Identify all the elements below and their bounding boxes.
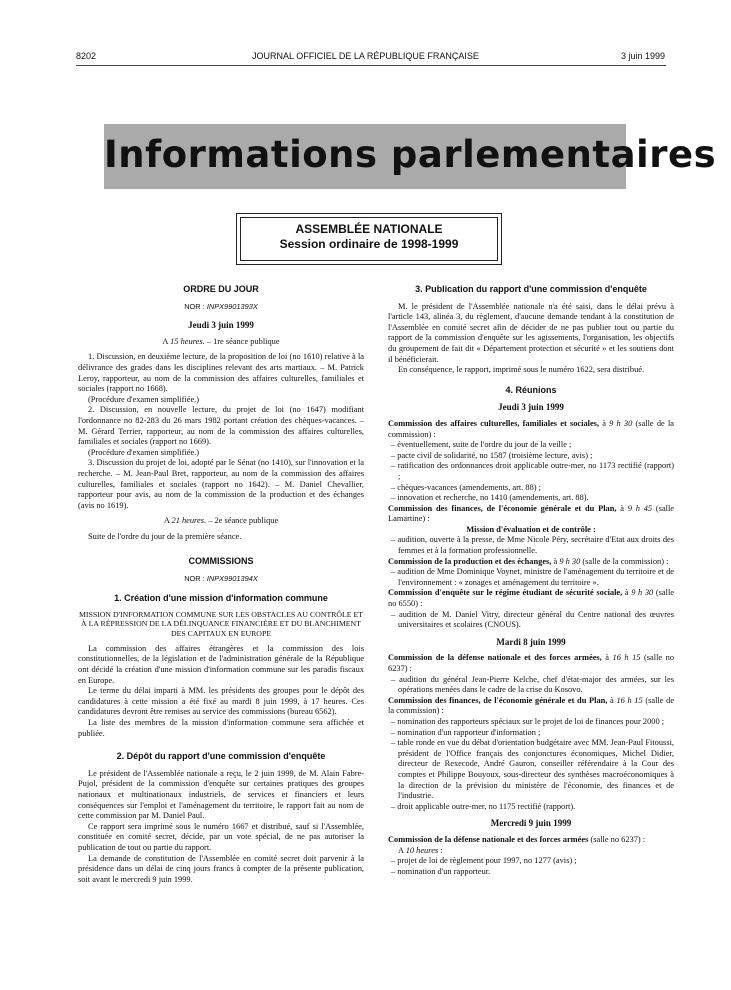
agenda-item-1: 1. Discussion, en deuxième lecture, de la proposition de loi (no 1610) relative à la délivrance des grades dans les disciplines relevant des arts martiaux. – M. Patrick Leroy, rapporteur, au nom de la commission des affaires culturelles, familiales et sociales (rapport no 1668). xyxy=(78,352,364,394)
section-4-title: 4. Réunions xyxy=(505,384,557,395)
banner-title: Informations parlementaires xyxy=(104,133,717,176)
meeting-1: Commission des affaires culturelles, familiales et sociales, à 9 h 30 (salle de la commission) : xyxy=(388,418,675,439)
section-1-paragraph-1: La commission des affaires étrangères et la commission des lois constitutionnelles, de la législation et de l'administration générale de la République ont décidé la création d'une mission d'information commune sur les paradis fiscaux en Europe. xyxy=(78,643,364,685)
section-banner xyxy=(104,124,717,189)
meeting-6: Commission des finances, de l'économie générale et du Plan, à 16 h 15 (salle de la commission) : xyxy=(388,695,675,716)
agenda-list-item: – audition de Mme Dominique Voynet, ministre de l'aménagement du territoire et de l'environnement : « zonages et aménagement du territoire ». xyxy=(391,567,674,587)
chamber-name: ASSEMBLÉE NATIONALE xyxy=(295,222,443,236)
meeting-6-items xyxy=(388,717,674,812)
section-1-paragraph-2: Le terme du délai imparti à MM. les présidents des groupes pour le dépôt des candidatures à cette mission a été fixé au mardi 8 juin 1999, à 17 heures. Ces candidatures devront être remises au service des commissions (bureau 6562). xyxy=(78,686,364,717)
page-number: 8202 xyxy=(76,51,97,61)
meeting-date-2: Mardi 8 juin 1999 xyxy=(496,636,566,647)
header-rule xyxy=(76,65,666,66)
commissions-title: COMMISSIONS xyxy=(188,556,254,567)
agenda-item-3: 3. Discussion du projet de loi, adopté par le Sénat (no 1410), sur l'innovation et la recherche. – M. Jean-Paul Bret, rapporteur, au nom de la commission des affaires culturelles, familiales et sociales (rapport no 1642). – M. Daniel Chevallier, rapporteur pour avis, au nom de la commission de la production et des échanges (avis no 1619). xyxy=(78,458,364,510)
agenda-item-1-procedure: (Procédure d'examen simplifiée.) xyxy=(88,394,200,404)
agenda-list-item: – innovation et recherche, no 1410 (amendements, art. 88). xyxy=(391,493,589,503)
meeting-date-3: Mercredi 9 juin 1999 xyxy=(490,818,572,829)
section-2-paragraph-3: La demande de constitution de l'Assemblée en comité secret doit parvenir à la présidence dans un délai de cinq jours francs à compter de la présente publication, soit avant le mercredi 9 juin 1999. xyxy=(78,853,364,884)
section-2-paragraph-1: Le président de l'Assemblée nationale a reçu, le 2 juin 1999, de M. Alain Fabre-Pujol, président de la commission d'enquête sur certaines pratiques des groupes nationaux et multinationaux industriels, de services et financiers et leurs conséquences sur l'emploi et l'aménagement du territoire, le rapport fait au nom de cette commission par M. Daniel Paul. xyxy=(78,768,364,821)
seance-2-suite: Suite de l'ordre du jour de la première séance. xyxy=(88,531,242,541)
agenda-list-item: – pacte civil de solidarité, no 1587 (troisième lecture, avis) ; xyxy=(391,450,593,460)
agenda-list-item: – éventuellement, suite de l'ordre du jour de la veille ; xyxy=(391,440,572,450)
meeting-2-items xyxy=(388,535,674,556)
agenda-list-item: – projet de loi de règlement pour 1997, no 1277 (avis) ; xyxy=(391,856,577,866)
agenda-list-item: – droit applicable outre-mer, no 1175 rectifié (rapport). xyxy=(391,801,576,811)
section-3-paragraph-2: En conséquence, le rapport, imprimé sous le numéro 1622, sera distribué. xyxy=(398,365,645,375)
agenda-list-item: – nomination d'un rapporteur. xyxy=(391,866,491,876)
meeting-date-1: Jeudi 3 juin 1999 xyxy=(498,402,564,413)
nor-reference-2: NOR : INPX9901394X xyxy=(184,574,258,584)
agenda-list-item: – ratification des ordonnances droit applicable outre-mer, no 1173 rectifié (rapport) ; xyxy=(391,461,674,481)
section-3-title: 3. Publication du rapport d'une commission d'enquête xyxy=(415,284,647,294)
agenda-list-item: – nomination des rapporteurs spéciaux sur le projet de loi de finances pour 2000 ; xyxy=(391,716,665,726)
mission-caption: MISSION D'INFORMATION COMMUNE SUR LES OBSTACLES AU CONTRÔLE ET À LA RÉPRESSION DE LA DÉLINQUANCE FINANCIÈRE ET DU BLANCHIMENT DES CAPITAUX EN EUROPE xyxy=(78,610,364,638)
meeting-5: Commission de la défense nationale et des forces armées, à 16 h 15 (salle no 6237) : xyxy=(388,653,675,673)
running-header xyxy=(0,51,731,65)
agenda-list-item: – audition, ouverte à la presse, de Mme Nicole Péry, secrétaire d'Etat aux droits des femmes et à la formation professionnelle. xyxy=(391,535,674,556)
section-1-title: 1. Création d'une mission d'information commune xyxy=(114,592,328,603)
section-3-paragraph-1: M. le président de l'Assemblée nationale n'a été saisi, dans le délai prévu à l'article 143, alinéa 3, du règlement, d'aucune demande tendant à la constitution de l'Assemblée en comité secret afin de décider de ne pas publier tout ou partie du rapport de la commission d'enquête sur les agissements, l'organisation, les objectifs du groupement de fait dit « Département protection et sécurité » et les soutiens dont il bénéficierait. xyxy=(388,301,674,364)
right-column xyxy=(388,284,674,877)
meeting-4: Commission d'enquête sur le régime étudiant de sécurité sociale, à 9 h 30 (salle no 6550) : xyxy=(388,588,675,609)
meeting-7-items xyxy=(388,856,674,877)
meeting-1-items xyxy=(388,440,674,504)
meeting-7: Commission de la défense nationale et des forces armées (salle no 6237) : xyxy=(388,834,646,844)
meeting-5-items xyxy=(388,675,674,696)
chamber-box-inner xyxy=(240,217,498,261)
agenda-list-item: – chèques-vacances (amendements, art. 88) ; xyxy=(391,482,541,492)
meeting-2: Commission des finances, de l'économie générale et du Plan, à 9 h 45 (salle Lamartine) : xyxy=(388,503,675,524)
agenda-date: Jeudi 3 juin 1999 xyxy=(188,320,254,331)
section-2-paragraph-2: Ce rapport sera imprimé sous le numéro 1667 et distribué, sauf si l'Assemblée, constituée en comité secret, décide, par un vote spécial, de ne pas autoriser la publication de tout ou partie du rapport. xyxy=(78,821,364,852)
meeting-4-items xyxy=(388,610,674,631)
meeting-3-items xyxy=(388,567,674,588)
agenda-list-item: – audition du général Jean-Pierre Kelche, chef d'état-major des armées, sur les opérations menées dans le cadre de la crise du Kosovo. xyxy=(391,674,674,695)
agenda-item-2: 2. Discussion, en nouvelle lecture, du projet de loi (no 1647) modifiant l'ordonnance no 82-283 du 26 mars 1982 portant création des chèques-vacances. – M. Gérard Terrier, rapporteur, au nom de la commission des affaires culturelles, familiales et sociales (rapport no 1669). xyxy=(78,405,364,447)
ordre-du-jour-title: ORDRE DU JOUR xyxy=(183,284,259,294)
seance-2-heading: A 21 heures. – 2e séance publique xyxy=(163,516,279,526)
meeting-3: Commission de la production et des échanges, à 9 h 30 (salle de la commission) : xyxy=(388,556,669,566)
seance-1-heading: A 15 heures. – 1re séance publique xyxy=(162,336,280,346)
agenda-item-2-procedure: (Procédure d'examen simplifiée.) xyxy=(88,447,200,457)
meeting-2-mission: Mission d'évaluation et de contrôle : xyxy=(466,524,596,534)
section-1-paragraph-3: La liste des membres de la mission d'information commune sera affichée et publiée. xyxy=(78,718,364,738)
agenda-list-item: – table ronde en vue du débat d'orientation budgétaire avec MM. Jean-Paul Fitoussi, président de l'Office français des conjonctures économiques, Michel Didier, directeur de Rexecode, André Gauron, conseiller référendaire à la Cour des comptes et Philippe Bouyoux, sous-directeur des synthèses macroéconomiques à la direction de la prévision du ministère de l'économie, des finances et de l'industrie. xyxy=(391,738,674,801)
agenda-list-item: – nomination d'un rapporteur d'information ; xyxy=(391,727,541,737)
journal-title: JOURNAL OFFICIEL DE LA RÉPUBLIQUE FRANÇAISE xyxy=(252,51,479,61)
agenda-list-item: – audition de M. Daniel Vitry, directeur général du Centre national des œuvres universitaires et scolaires (CNOUS). xyxy=(391,609,674,630)
section-2-title: 2. Dépôt du rapport d'une commission d'enquête xyxy=(116,751,326,762)
meeting-7-time: A 10 heures : xyxy=(398,845,443,855)
nor-reference-1: NOR : INPX9901393X xyxy=(184,301,258,311)
left-column xyxy=(78,284,364,885)
chamber-box xyxy=(236,213,502,265)
session-name: Session ordinaire de 1998-1999 xyxy=(279,237,459,251)
issue-date: 3 juin 1999 xyxy=(620,51,665,61)
